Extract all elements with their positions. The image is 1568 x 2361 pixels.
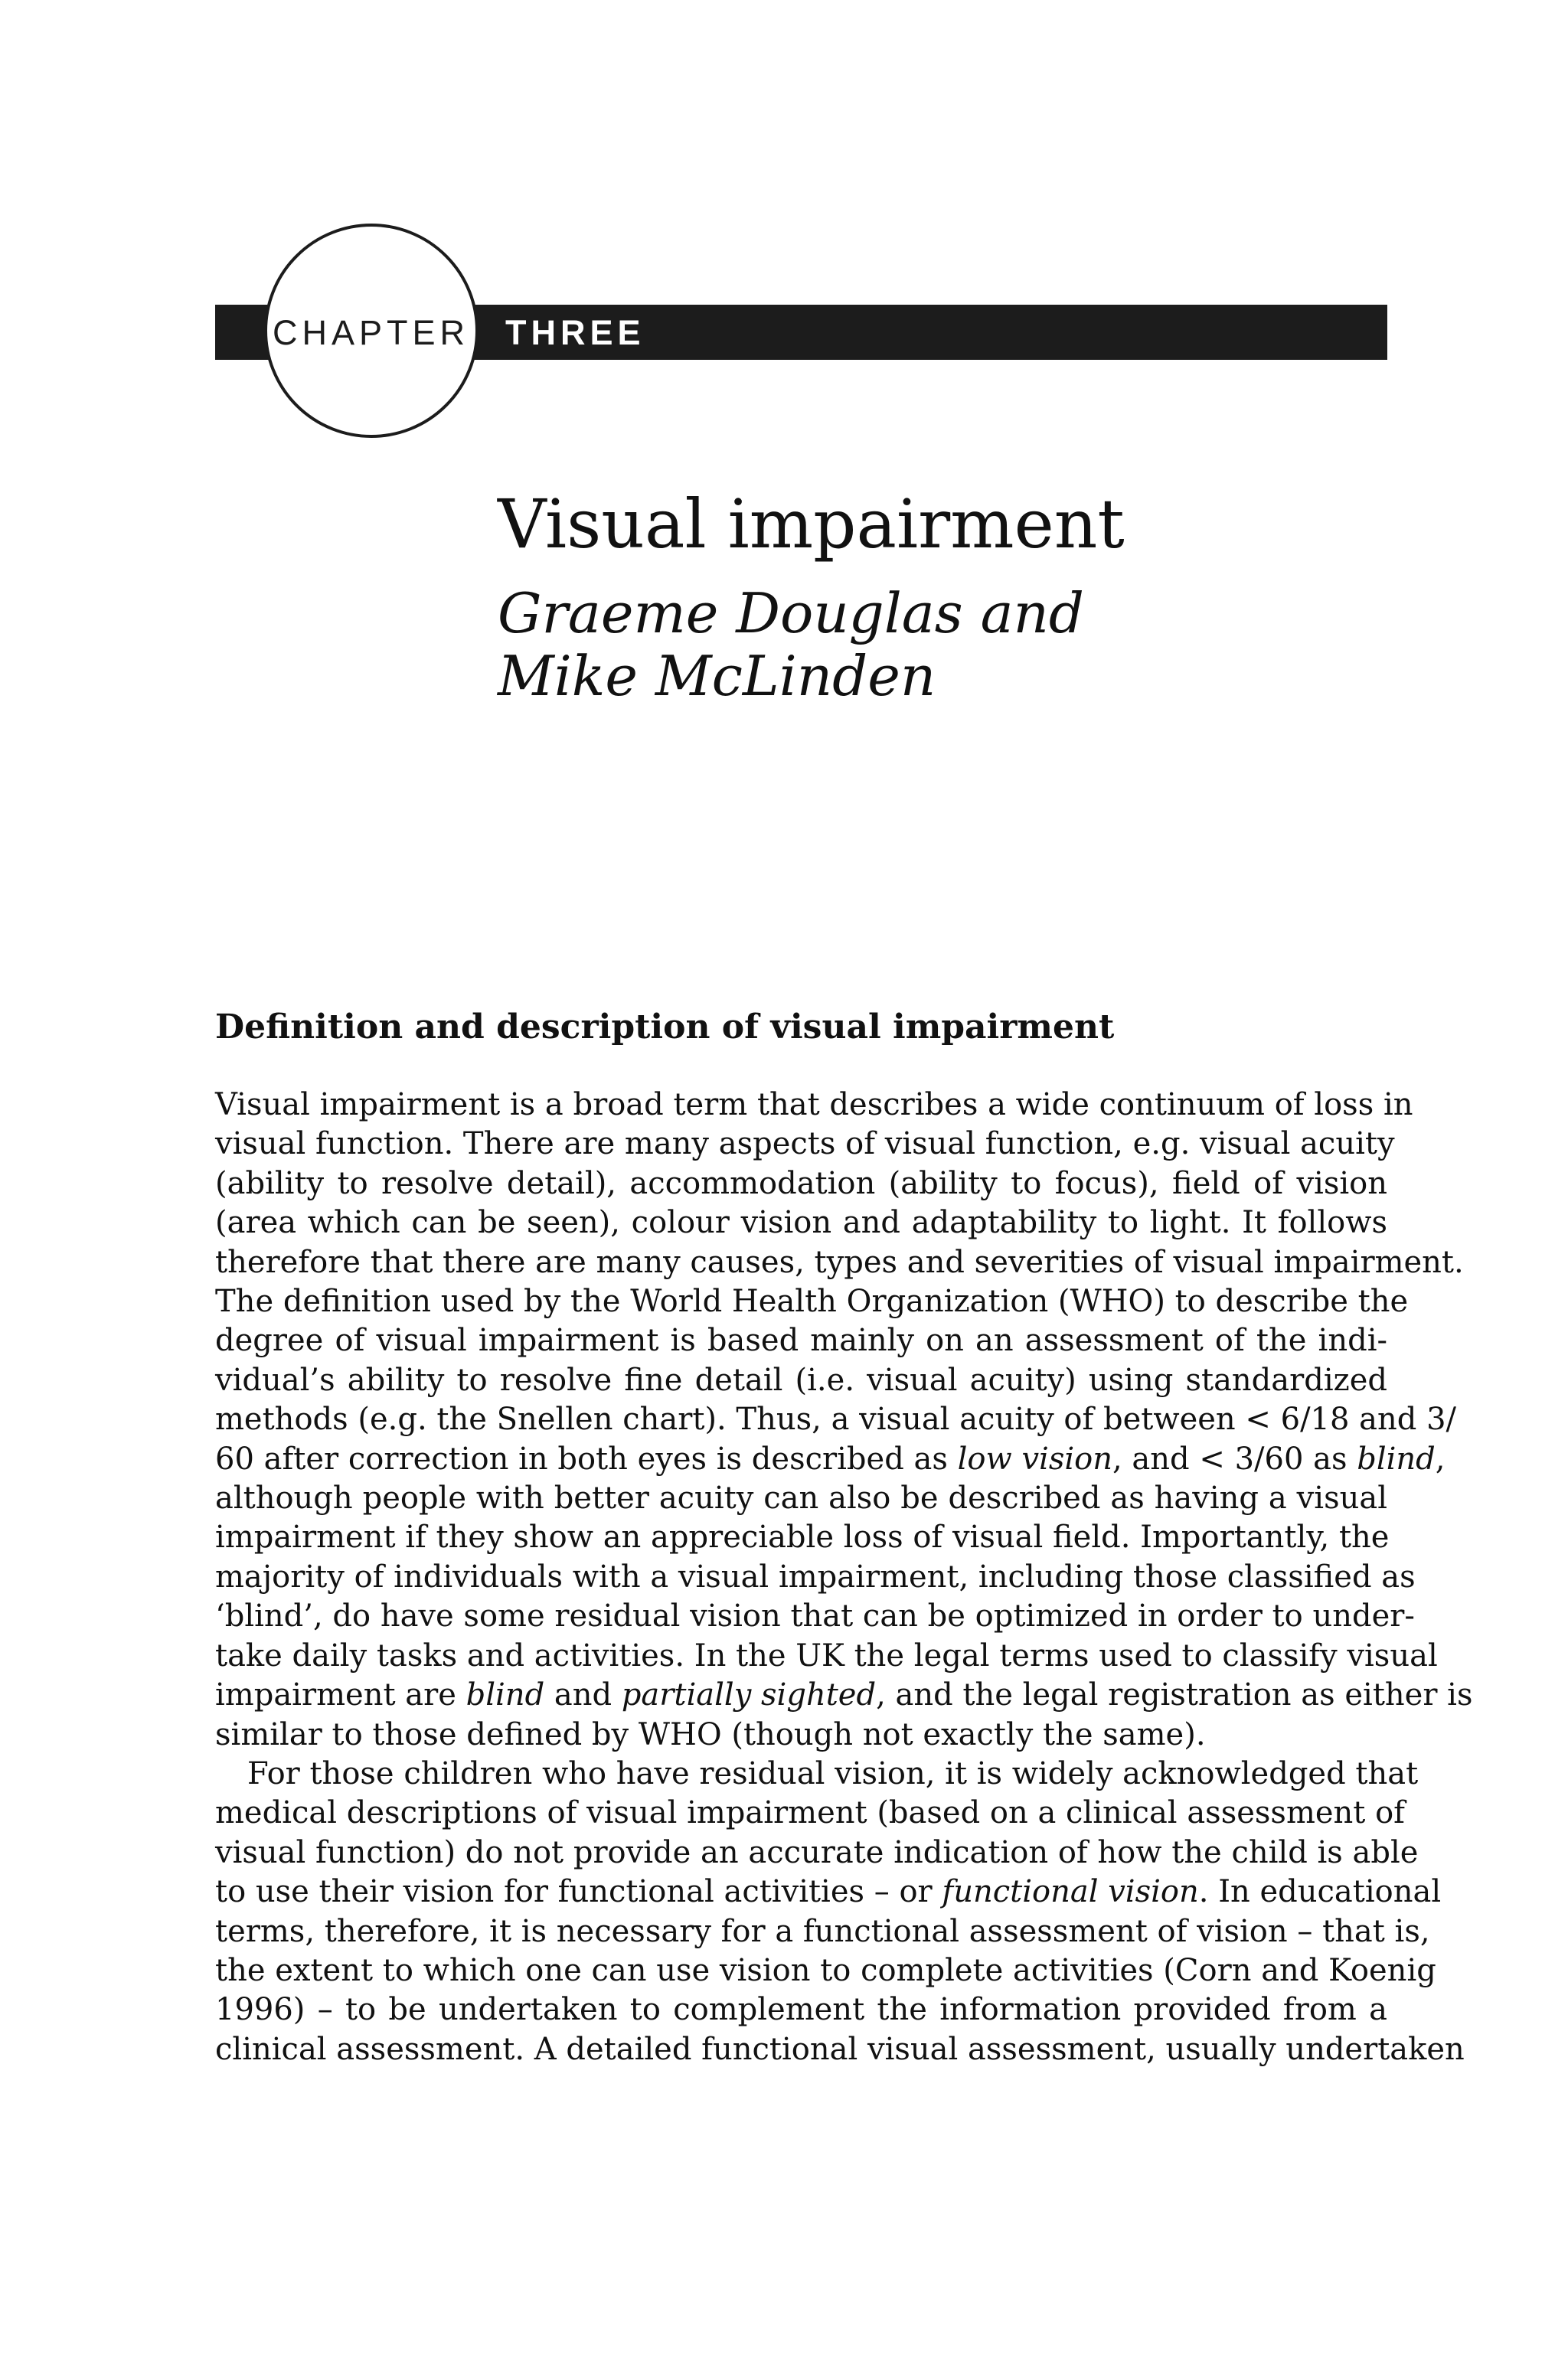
- text-line: terms, therefore, it is necessary for a functional assessment of vision – that is,: [215, 1913, 1430, 1949]
- author-line-2: Mike McLinden: [498, 644, 936, 708]
- author-line-1: Graeme Douglas and: [498, 581, 1084, 645]
- text-line: therefore that there are many causes, types and severities of visual impairment.: [215, 1244, 1464, 1280]
- text-line: clinical assessment. A detailed functional visual assessment, usually undertaken: [215, 2031, 1465, 2067]
- body-text: [215, 1086, 1473, 2069]
- text-line: For those children who have residual vision, it is widely acknowledged that: [247, 1755, 1419, 1791]
- text-line: the extent to which one can use vision to complete activities (Corn and Koenig: [215, 1952, 1436, 1988]
- section-heading: Definition and description of visual impairment: [215, 1007, 1115, 1047]
- text-line: ‘blind’, do have some residual vision that can be optimized in order to under-: [215, 1598, 1415, 1634]
- chapter-authors: [498, 582, 1084, 707]
- chapter-number: THREE: [505, 313, 645, 352]
- emphasis: blind: [1357, 1441, 1436, 1477]
- text-line: vidual’s ability to resolve fine detail (i.e. visual acuity) using standardized: [215, 1362, 1387, 1398]
- text-line: although people with better acuity can also be described as having a visual: [215, 1481, 1387, 1517]
- emphasis: low vision: [957, 1441, 1112, 1477]
- text-line: similar to those defined by WHO (though not exactly the same).: [215, 1716, 1206, 1752]
- text-line: degree of visual impairment is based mainly on an assessment of the indi-: [215, 1323, 1387, 1359]
- text-line: (ability to resolve detail), accommodation (ability to focus), field of vision: [215, 1165, 1387, 1201]
- text-line: take daily tasks and activities. In the UK the legal terms used to classify visual: [215, 1638, 1438, 1674]
- text-line: majority of individuals with a visual impairment, including those classified as: [215, 1559, 1416, 1595]
- emphasis: partially sighted: [621, 1677, 877, 1713]
- text-line: 1996) – to be undertaken to complement the information provided from a: [215, 1992, 1387, 2028]
- text-line: to use their vision for functional activities – or functional vision. In educational: [215, 1874, 1442, 1910]
- paragraph: [215, 1755, 1465, 2069]
- text-line: medical descriptions of visual impairment (based on a clinical assessment of: [215, 1795, 1405, 1831]
- chapter-title: Visual impairment: [498, 485, 1125, 563]
- emphasis: functional vision: [942, 1874, 1199, 1910]
- text-line: impairment are blind and partially sighted, and the legal registration as either is: [215, 1677, 1473, 1713]
- text-line: 60 after correction in both eyes is described as low vision, and < 3/60 as blind,: [215, 1441, 1446, 1477]
- text-line: methods (e.g. the Snellen chart). Thus, a visual acuity of between < 6/18 and 3/: [215, 1402, 1457, 1438]
- paragraph: [215, 1086, 1473, 1755]
- text-line: visual function. There are many aspects of visual function, e.g. visual acuity: [215, 1126, 1395, 1162]
- text-line: The definition used by the World Health Organization (WHO) to describe the: [215, 1284, 1409, 1320]
- text-line: impairment if they show an appreciable loss of visual field. Importantly, the: [215, 1520, 1390, 1556]
- chapter-label: CHAPTER: [273, 313, 470, 352]
- text-line: (area which can be seen), colour vision and adaptability to light. It follows: [215, 1205, 1387, 1241]
- emphasis: blind: [466, 1677, 545, 1713]
- text-line: Visual impairment is a broad term that describes a wide continuum of loss in: [215, 1087, 1413, 1122]
- text-line: visual function) do not provide an accurate indication of how the child is able: [215, 1834, 1419, 1870]
